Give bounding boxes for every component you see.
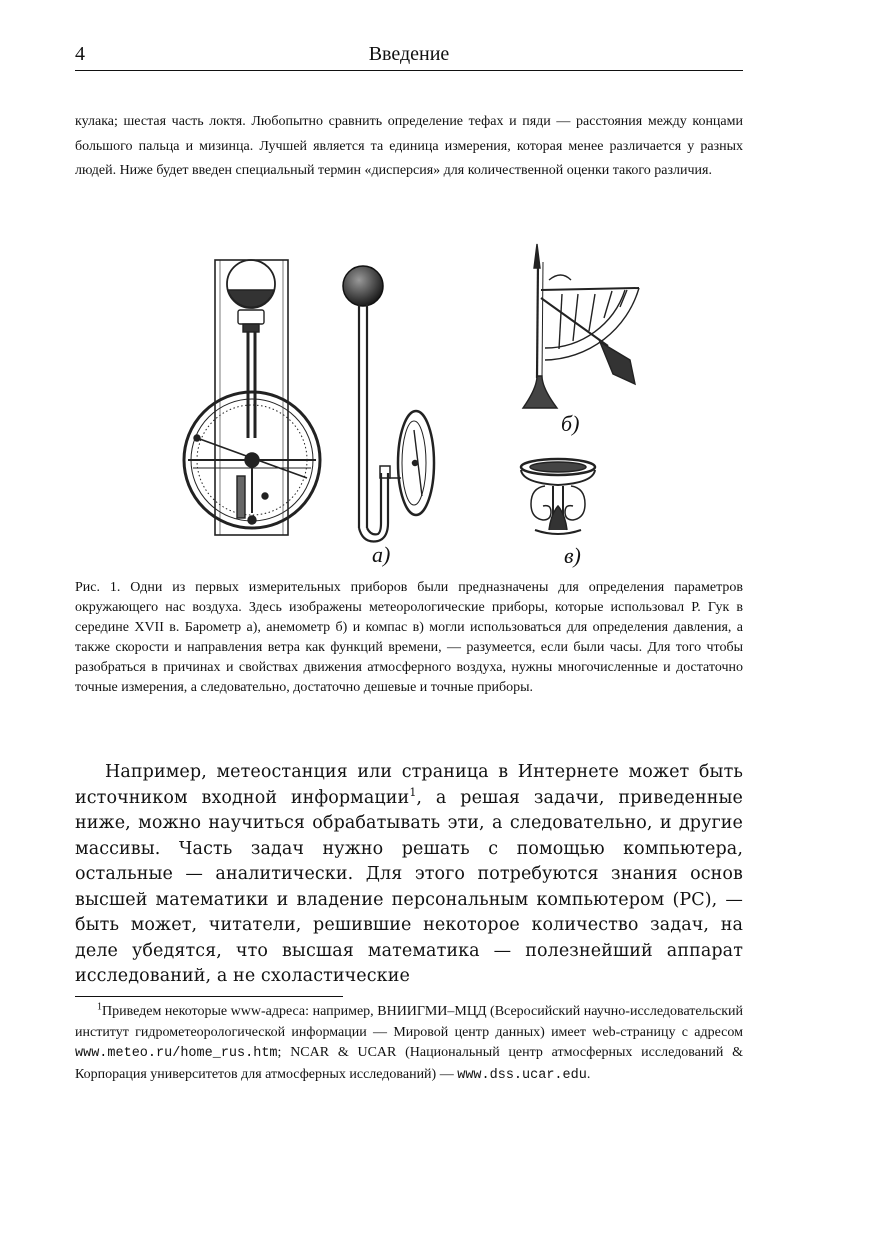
figure-caption: Рис. 1. Одни из первых измерительных приборов были предназначены для определения параметров окружающего нас воздуха. Здесь изображены метеорологические приборы, которые использовал Р. Гук в середине XVII в. Барометр а), анемометр б) и компас в) могли использоваться для определения давления, а также скорости и направления ветра как функций времени, — разумеется, если были часы. Для того чтобы разобраться в причинах и свойствах движения атмосферного воздуха, нужны многочисленные и достаточно точные измерения, а следовательно, достаточно дешевые и точные приборы. [75, 580, 743, 695]
footnote-text-part3: . [586, 1066, 591, 1082]
barometer-drawing [184, 260, 320, 535]
figure-label-b: б) [561, 411, 580, 436]
footnote-reference[interactable]: 1 [409, 785, 417, 799]
footnote-rule [75, 996, 343, 997]
figure-illustration [75, 238, 743, 573]
compass-drawing [521, 459, 595, 534]
page-header [75, 42, 743, 71]
footnote-url-ucar[interactable]: www.dss.ucar.edu [457, 1067, 587, 1083]
figure-label-a: а) [372, 542, 391, 567]
footnote-text-part1: Приведем некоторые www-адреса: например, ВНИИГМИ–МЦД (Всеросийский научно-исследовательский институт гидрометеорологической информации — Мировой центр данных) имеет web-страницу с адресом [75, 1004, 743, 1040]
footnote [75, 1002, 743, 1086]
anemometer-drawing [523, 244, 639, 408]
footnote-mark: 1 [97, 1001, 102, 1013]
body-text-part2: , а решая задачи, приведенные ниже, можно научиться обрабатывать эти, а следовательно, и другие массивы. Часть задач нужно решать с помощью компьютера, остальные — аналитически. Для этого потребуются знания основ высшей математики и владение персональным компьютером (PC), — быть может, читатели, решившие некоторое количество задач, на деле убедятся, что высшая математика — полезнейший аппарат исследований, а не схоластические [75, 787, 743, 986]
body-text-part1: Например, метеостанция или страница в Интернете может быть источником входной информации [75, 762, 743, 808]
figure-1 [75, 238, 743, 573]
footnote-url-meteo[interactable]: www.meteo.ru/home_rus.htm [75, 1046, 278, 1061]
running-title: Введение [368, 43, 450, 65]
footnote-text-part2: ; NCAR & UCAR (Национальный центр атмосферных исследований & Корпорация университетов для атмосферных исследований) — [75, 1045, 743, 1082]
figure-label-c: в) [564, 543, 581, 568]
page-number: 4 [75, 43, 85, 65]
tube-barometer-drawing [343, 266, 434, 541]
body-paragraph [75, 760, 743, 990]
intro-paragraph: кулака; шестая часть локтя. Любопытно сравнить определение тефах и пяди — расстояния между концами большого пальца и мизинца. Лучшей является та единица измерения, которая менее различается у разных людей. Ниже будет введен специальный термин «дисперсия» для количественной оценки такого различия. [75, 114, 743, 178]
